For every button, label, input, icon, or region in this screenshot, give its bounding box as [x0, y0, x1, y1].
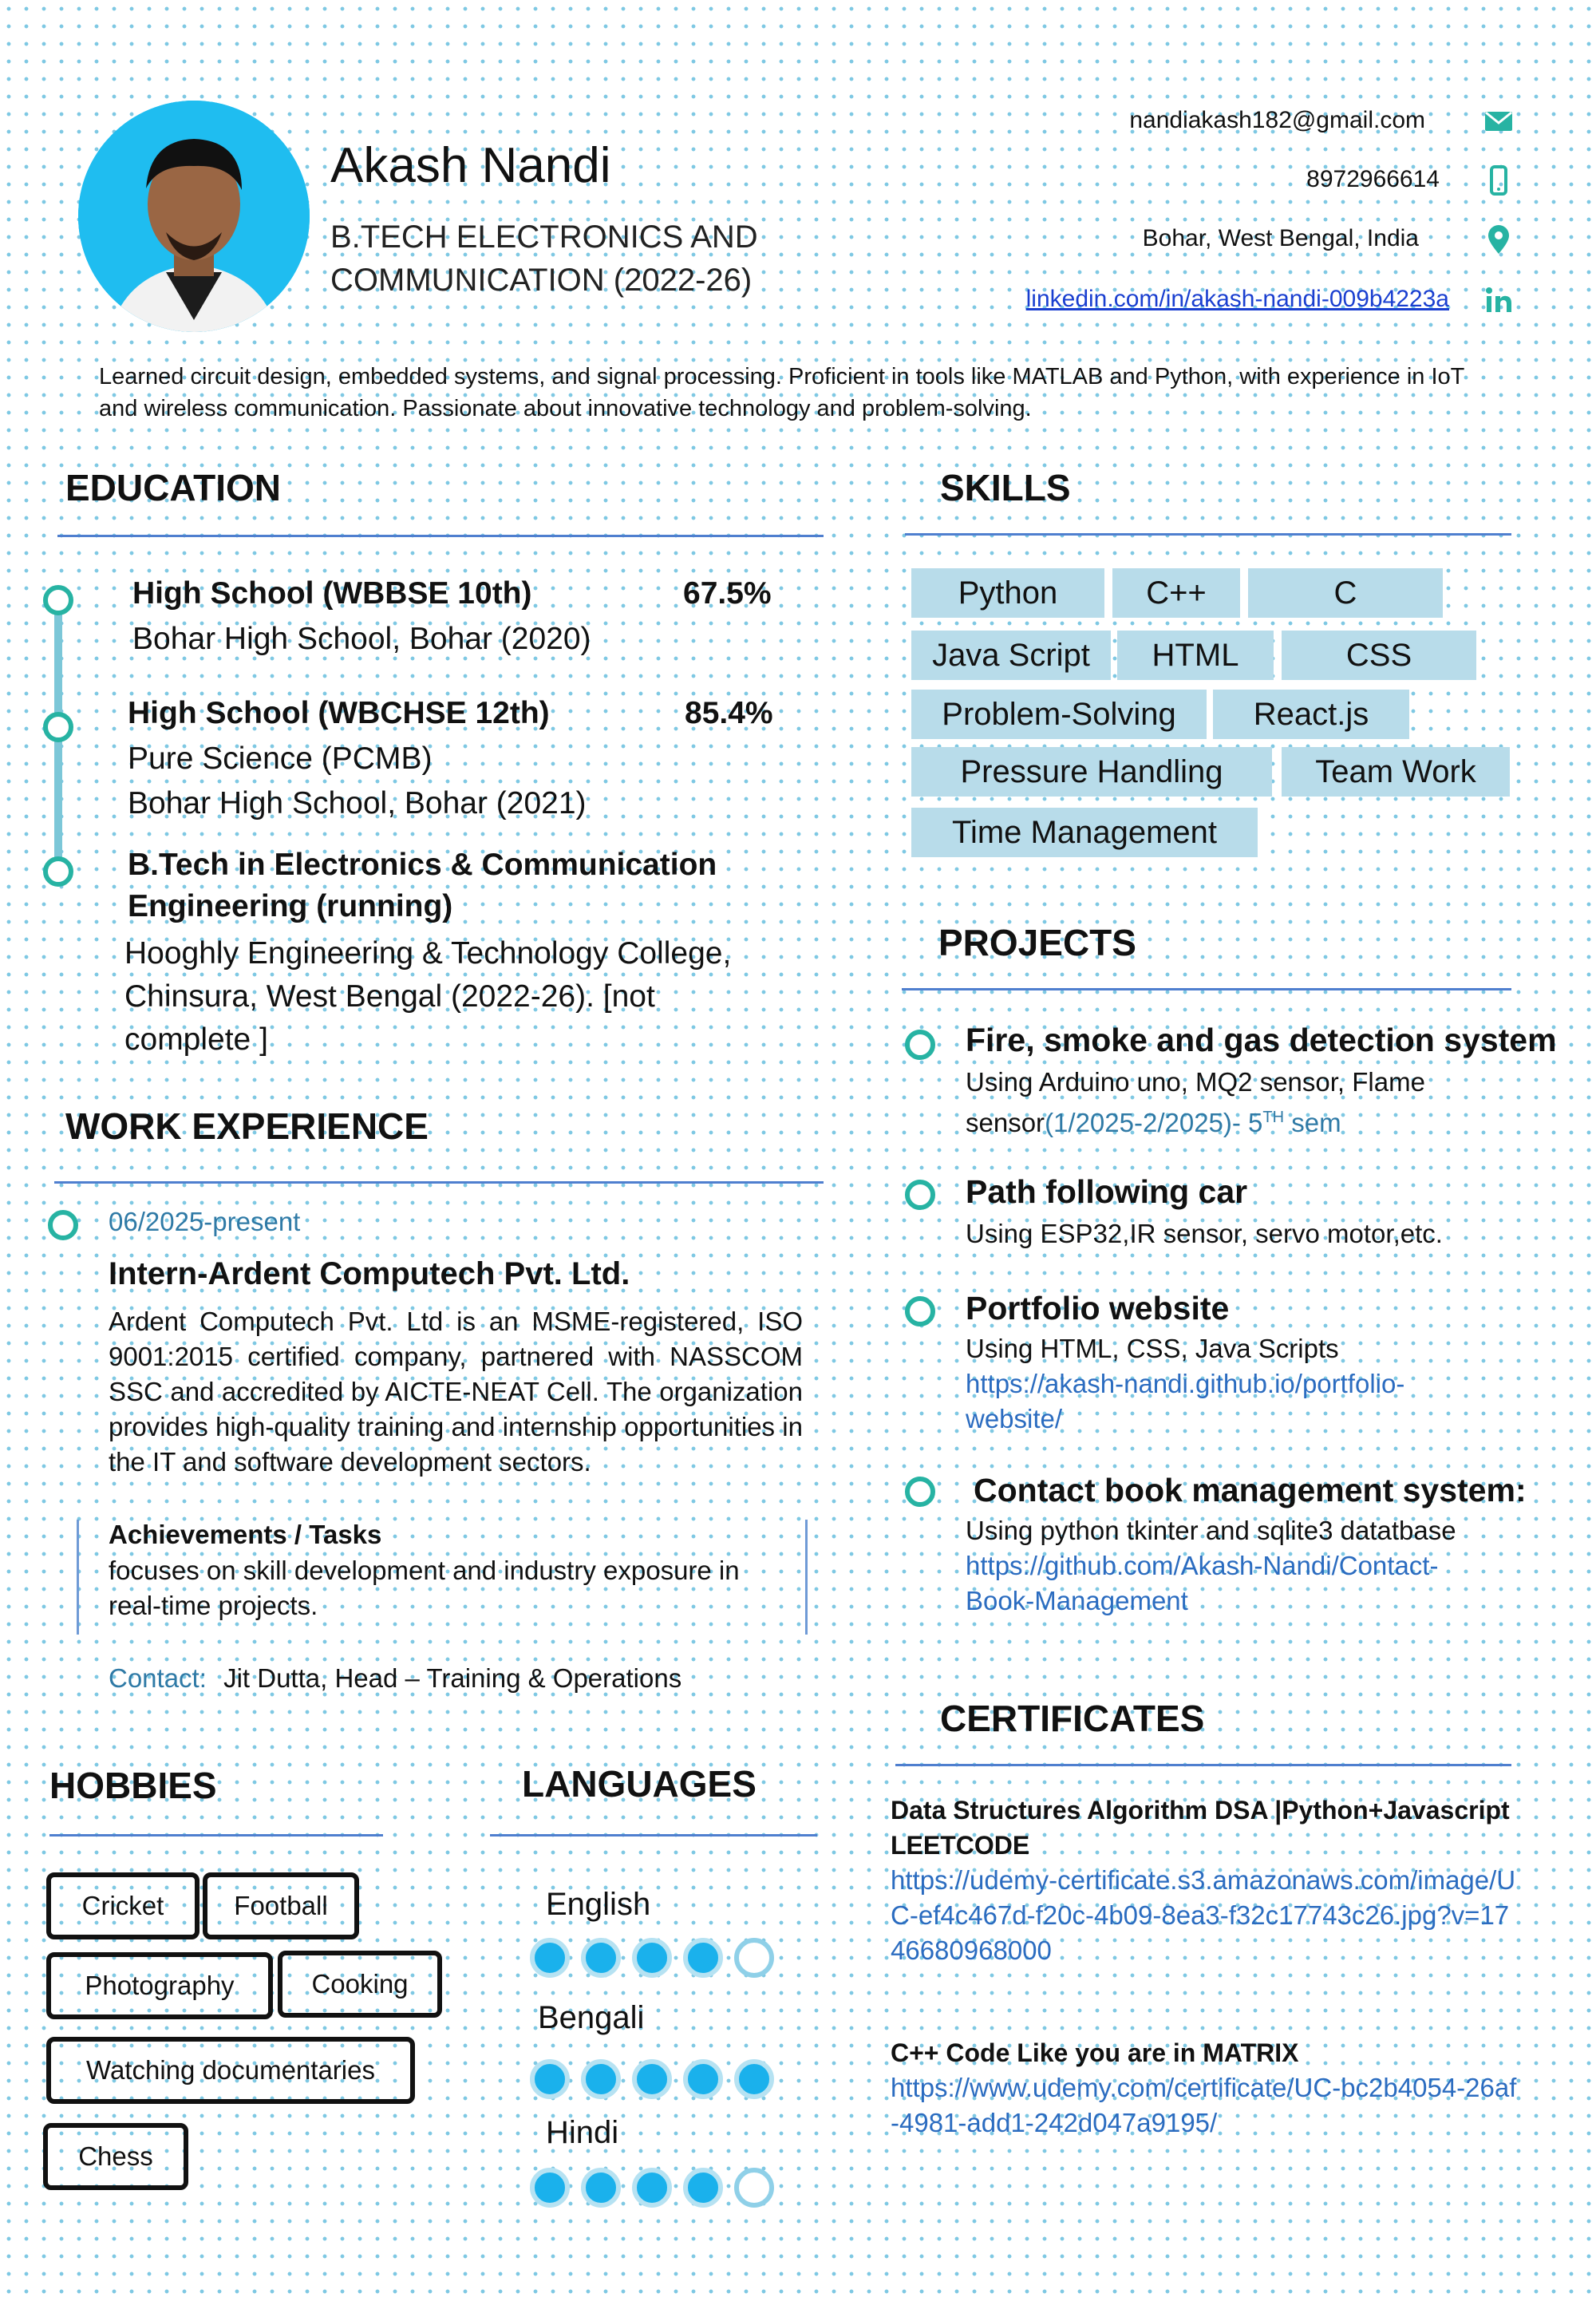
hobbies-title: HOBBIES [49, 1765, 217, 1806]
rating-dot-filled [734, 2059, 774, 2099]
rating-dot-filled [632, 2059, 672, 2099]
education-item-title: B.Tech in Electronics & Communication [128, 848, 717, 882]
profile-photo [78, 101, 310, 332]
language-name: English [546, 1887, 651, 1922]
rating-dot-filled [581, 2059, 621, 2099]
skills-rule [905, 533, 1511, 536]
education-item-line: Hooghly Engineering & Technology College, [124, 936, 732, 971]
certificate-title: Data Structures Algorithm DSA |Python+Javascript [891, 1796, 1510, 1825]
rating-dot-filled [581, 1938, 621, 1978]
certificate-link[interactable]: https://www.udemy.com/certificate/UC-bc2b4054-26af-4981-add1-242d047a9195/ [891, 2073, 1517, 2137]
achievements-text: focuses on skill development and industry exposure in real-time projects. [109, 1556, 740, 1620]
skill-tag: CSS [1282, 631, 1476, 680]
education-rule [57, 535, 824, 537]
hobby-tag: Cricket [46, 1872, 200, 1939]
linkedin-icon [1483, 284, 1515, 316]
skill-tag: C [1248, 568, 1443, 618]
rating-dot-filled [530, 1938, 570, 1978]
project-link[interactable]: website/ [966, 1404, 1063, 1433]
skill-tag: Python [911, 568, 1104, 618]
location-pin-icon [1483, 223, 1515, 255]
project-title: Portfolio website [966, 1290, 1230, 1326]
skill-tag: Problem-Solving [911, 690, 1207, 739]
mail-icon [1483, 105, 1515, 137]
hobbies-rule [49, 1834, 383, 1836]
project-link[interactable]: https://github.com/Akash-Nandi/Contact- [966, 1551, 1439, 1580]
education-item-line: Bohar High School, Bohar (2020) [132, 622, 591, 656]
rating-dot-empty [734, 1938, 774, 1978]
language-name: Bengali [538, 2000, 645, 2035]
languages-rule [490, 1834, 817, 1836]
rating-dot-filled [530, 2168, 570, 2208]
project-desc: Using ESP32,IR sensor, servo motor,etc. [966, 1219, 1443, 1248]
skill-tag: React.js [1213, 690, 1409, 739]
degree-line-2: COMMUNICATION (2022-26) [330, 263, 753, 298]
hobby-tag: Football [203, 1872, 359, 1939]
rating-dot-filled [530, 2059, 570, 2099]
linkedin-link[interactable]: linkedin.com/in/akash-nandi-009b4223a [1025, 286, 1449, 312]
work-contact [109, 1663, 681, 1694]
rating-dot-filled [683, 2168, 723, 2208]
project-date-sup: TH [1262, 1109, 1285, 1126]
hobby-tag: Photography [46, 1952, 273, 2019]
timeline-marker [43, 712, 73, 742]
project-desc-part: sensor [966, 1108, 1045, 1137]
degree-line-1: B.TECH ELECTRONICS AND [330, 219, 758, 255]
rating-dot-filled [632, 1938, 672, 1978]
work-description: Ardent Computech Pvt. Ltd is an MSME-registered, ISO 9001:2015 certified company, partnered with NASSCOM SSC and accredited by AICTE-NEAT Cell. The organization provides high-quality training and internship opportunities in the IT and software development sectors. [109, 1307, 803, 1477]
phone-icon [1483, 164, 1515, 196]
hobby-tag: Chess [43, 2123, 188, 2190]
rating-dot-filled [581, 2168, 621, 2208]
project-desc: Using Arduino uno, MQ2 sensor, Flame [966, 1067, 1425, 1097]
rating-dot-filled [683, 2059, 723, 2099]
project-marker [905, 1296, 935, 1326]
skill-tag: Pressure Handling [911, 747, 1272, 797]
education-item-line: Chinsura, West Bengal (2022-26). [not [124, 979, 655, 1014]
work-date: 06/2025-present [109, 1207, 301, 1236]
project-desc: Using HTML, CSS, Java Scripts [966, 1334, 1339, 1363]
certificates-rule [895, 1764, 1511, 1766]
certificates-title: CERTIFICATES [940, 1698, 1205, 1739]
skill-tag: Time Management [911, 808, 1258, 857]
education-item-line: Pure Science (PCMB) [128, 741, 433, 776]
education-item-title: Engineering (running) [128, 889, 453, 923]
education-item-line: Bohar High School, Bohar (2021) [128, 786, 587, 820]
hobby-tag: Watching documentaries [46, 2037, 415, 2104]
email[interactable]: nandiakash182@gmail.com [1129, 107, 1425, 133]
project-date: (1/2025-2/2025)- 5 [1045, 1108, 1263, 1137]
project-marker [905, 1030, 935, 1060]
work-rule [54, 1181, 824, 1184]
skill-tag: Team Work [1282, 747, 1510, 797]
candidate-name: Akash Nandi [330, 138, 611, 193]
certificate-title: C++ Code Like you are in MATRIX [891, 2038, 1299, 2067]
timeline-marker [43, 585, 73, 615]
skill-tag: C++ [1112, 568, 1240, 618]
education-item-score: 85.4% [685, 696, 773, 730]
certificate-title: LEETCODE [891, 1831, 1030, 1860]
education-item-score: 67.5% [683, 576, 772, 611]
skill-tag: Java Script [911, 631, 1111, 680]
project-date-suffix: sem [1284, 1108, 1341, 1137]
education-item-title: High School (WBBSE 10th) [132, 576, 532, 611]
rating-dot-filled [683, 1938, 723, 1978]
project-marker [905, 1477, 935, 1507]
education-title: EDUCATION [65, 467, 282, 508]
work-title: WORK EXPERIENCE [65, 1105, 429, 1147]
project-link[interactable]: https://akash-nandi.github.io/portfolio- [966, 1369, 1405, 1398]
project-link[interactable]: Book-Management [966, 1586, 1188, 1615]
education-item-title: High School (WBCHSE 12th) [128, 696, 550, 730]
skill-tag: HTML [1117, 631, 1274, 680]
work-role: Intern-Ardent Computech Pvt. Ltd. [109, 1256, 630, 1291]
project-desc-line [966, 1100, 1341, 1141]
timeline-marker [43, 856, 73, 887]
work-marker [48, 1210, 78, 1240]
phone[interactable]: 8972966614 [1306, 166, 1440, 192]
hobby-tag: Cooking [278, 1951, 442, 2018]
skills-title: SKILLS [940, 467, 1071, 508]
languages-title: LANGUAGES [522, 1763, 757, 1805]
degree [330, 215, 825, 302]
location: Bohar, West Bengal, India [1142, 225, 1419, 251]
certificate-link[interactable]: https://udemy-certificate.s3.amazonaws.com/image/UC-ef4c467d-f20c-4b09-8ea3-f32c17743c26.jpg?v=1746680968000 [891, 1865, 1516, 1965]
rating-dot-filled [632, 2168, 672, 2208]
summary: Learned circuit design, embedded systems, and signal processing. Proficient in tools like MATLAB and Python, with experience in IoT and wireless communication. Passionate about innovative technology and problem-solving. [99, 364, 1464, 421]
work-contact-value: Jit Dutta, Head – Training & Operations [223, 1663, 682, 1693]
language-name: Hindi [546, 2115, 619, 2150]
project-title: Fire, smoke and gas detection system [966, 1022, 1557, 1058]
project-desc: Using python tkinter and sqlite3 datatbase [966, 1516, 1456, 1545]
projects-title: PROJECTS [938, 922, 1136, 963]
projects-rule [902, 988, 1511, 990]
project-title: Contact book management system: [974, 1472, 1527, 1508]
project-title: Path following car [966, 1173, 1248, 1210]
education-item-line: complete ] [124, 1022, 268, 1057]
achievements-label: Achievements / Tasks [109, 1520, 382, 1549]
project-marker [905, 1180, 935, 1210]
work-contact-label: Contact: [109, 1663, 207, 1693]
rating-dot-empty [734, 2168, 774, 2208]
